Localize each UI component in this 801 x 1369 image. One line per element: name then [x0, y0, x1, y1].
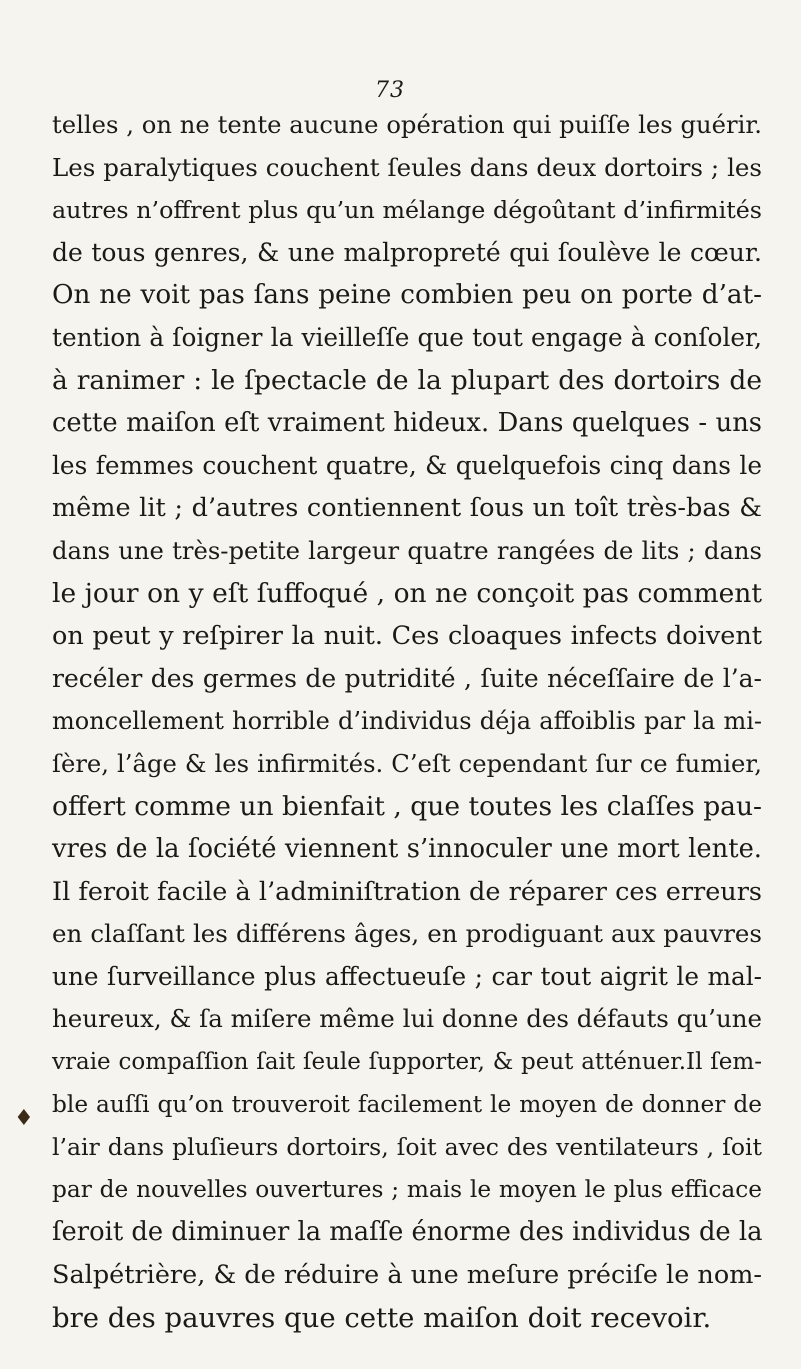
text-line: ble auſſi qu’on trouveroit facilement le moyen de donner de: [52, 1090, 762, 1118]
text-line: en claſſant les différens âges, en prodiguant aux pauvres: [52, 919, 762, 949]
text-line: offert comme un bienfait , que toutes les claſſes pau-: [52, 790, 762, 822]
text-line: cette maiſon eſt vraiment hideux. Dans quelques - uns: [52, 408, 762, 439]
text-line: on peut y reſpirer la nuit. Ces cloaques infects doivent: [52, 621, 762, 652]
text-line: par de nouvelles ouvertures ; mais le moyen le plus efficace: [52, 1175, 762, 1203]
text-line: de tous genres, & une malpropreté qui ſoulève le cœur.: [52, 237, 762, 267]
text-line: Salpétrière, & de réduire à une meſure préciſe le nom-: [52, 1260, 762, 1291]
text-line: vres de la ſociété viennent s’innoculer une mort lente.: [52, 834, 762, 865]
text-line: les femmes couchent quatre, & quelquefois cinq dans le: [52, 450, 762, 480]
text-line: On ne voit pas ſans peine combien peu on porte d’at-: [52, 280, 762, 311]
text-line: à ranimer : le ſpectacle de la plupart des dortoirs de: [52, 364, 762, 396]
text-line: ſère, l’âge & les infirmités. C’eſt cependant ſur ce fumier,: [52, 748, 762, 778]
text-line: Les paralytiques couchent ſeules dans deux dortoirs ; les: [52, 152, 762, 182]
page-number: 73: [375, 78, 405, 103]
text-line: le jour on y eſt ſuffoqué , on ne conçoit pas comment: [52, 577, 762, 609]
text-line: une ſurveillance plus affectueuſe ; car tout aigrit le mal-: [52, 961, 762, 991]
text-line: ſeroit de diminuer la maſſe énorme des individus de la: [52, 1217, 763, 1248]
text-line: tention à ſoigner la vieilleſſe que tout engage à conſoler,: [52, 322, 762, 352]
text-line: vraie compaſſion ſait ſeule ſupporter, & peut atténuer.Il ſem-: [52, 1049, 762, 1076]
margin-ink-mark: ♦: [14, 1106, 34, 1131]
text-line: Il feroit facile à l’adminiſtration de réparer ces erreurs: [52, 876, 762, 907]
body-text: [52, 104, 762, 1339]
text-line: autres n’offrent plus qu’un mélange dégoûtant d’infirmités: [52, 196, 762, 225]
text-line: même lit ; d’autres contiennent ſous un toît très-bas &: [52, 493, 762, 524]
text-line: dans une très-petite largeur quatre rangées de lits ; dans: [52, 535, 762, 565]
text-line: l’air dans pluſieurs dortoirs, ſoit avec des ventilateurs , ſoit: [52, 1133, 762, 1162]
text-line: recéler des germes de putridité , ſuite néceſſaire de l’a-: [52, 663, 762, 693]
text-line: bre des pauvres que cette maiſon doit recevoir.: [52, 1301, 712, 1334]
text-line: moncellement horrible d’individus déja affoiblis par la mi-: [52, 707, 762, 736]
text-line: telles , on ne tente aucune opération qui puiſſe les guérir.: [52, 110, 762, 139]
text-line: heureux, & ſa miſere même lui donne des défauts qu’une: [52, 1004, 762, 1034]
